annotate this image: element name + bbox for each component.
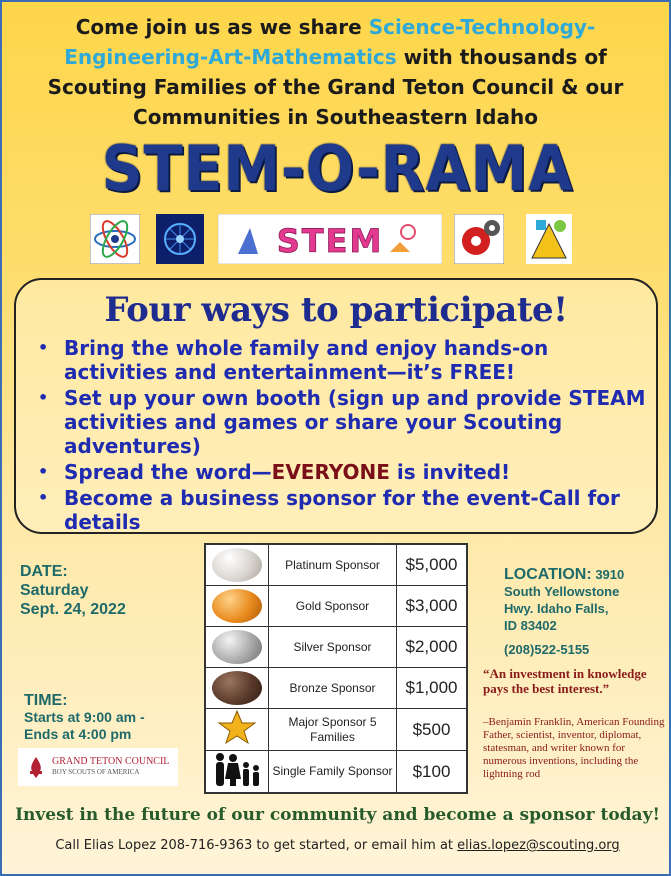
date-value: Sept. 24, 2022: [20, 601, 126, 618]
council-name: GRAND TETON COUNCIL: [52, 756, 170, 767]
art-math-icon: [526, 214, 572, 264]
table-row: [205, 627, 467, 668]
time-block: [24, 692, 145, 743]
table-row: [205, 668, 467, 709]
quote-text: “An investment in knowledge pays the best interest.”: [483, 666, 647, 696]
stem-banner-text: STEM: [276, 222, 384, 260]
fleur-de-lis-icon: [26, 755, 46, 779]
family-icon: [211, 751, 263, 787]
time-label: TIME:: [24, 692, 68, 709]
sponsor-amount: $3,000: [397, 586, 468, 627]
invest-tagline: Invest in the future of our community and become a sponsor today!: [15, 805, 660, 825]
circuit-brain-icon: [156, 214, 204, 264]
quote-attribution: –Benjamin Franklin, American Founding Father, scientist, inventor, diplomat, statesman, and writer known for numerous inventions, including the lightning rod: [483, 716, 665, 780]
sponsor-name: Silver Sponsor: [269, 627, 397, 668]
participate-heading: Four ways to participate!: [104, 290, 568, 330]
bronze-egg-icon: [212, 671, 262, 705]
sponsor-amount: $2,000: [397, 627, 468, 668]
contact-text: Call Elias Lopez 208-716-9363 to get started, or email him at: [55, 838, 458, 853]
star-icon: [217, 709, 257, 745]
table-row: [205, 751, 467, 794]
platinum-egg-icon: [212, 548, 262, 582]
list-item: • Bring the whole family and enjoy hands-on activities and entertainment—it’s FREE!: [64, 336, 656, 384]
council-sub: BOY SCOUTS OF AMERICA: [52, 768, 140, 776]
contact-email-link[interactable]: elias.lopez@scouting.org: [457, 838, 620, 853]
sponsor-name: Platinum Sponsor: [269, 544, 397, 586]
council-logo: [18, 748, 178, 786]
sponsor-amount: $5,000: [397, 544, 468, 586]
intro-text: [22, 12, 649, 132]
sponsor-amount: $500: [397, 709, 468, 751]
intro-part2: with thousands of Scouting Families of the Grand Teton Council & our Communities in Southeastern Idaho: [47, 45, 624, 129]
stem-banner-image: [218, 214, 442, 264]
location-line1: 3910: [595, 567, 625, 582]
table-row: [205, 586, 467, 627]
participate-box: [14, 278, 658, 534]
location-label: LOCATION:: [504, 566, 592, 583]
sponsor-name: Major Sponsor 5 Families: [269, 709, 397, 751]
list-item: • Spread the word—EVERYONE is invited!: [64, 460, 656, 484]
sponsor-name: Single Family Sponsor: [269, 751, 397, 794]
gold-egg-icon: [212, 589, 262, 623]
location-line3: Hwy. Idaho Falls,: [504, 601, 609, 616]
table-row: [205, 544, 467, 586]
sponsor-amount: $1,000: [397, 668, 468, 709]
location-line4: ID 83402: [504, 618, 557, 633]
sponsor-name: Bronze Sponsor: [269, 668, 397, 709]
table-row: [205, 709, 467, 751]
atom-icon: [90, 214, 140, 264]
list-item: • Become a business sponsor for the event-Call for details: [64, 486, 656, 534]
date-label: DATE:: [20, 563, 68, 580]
list-item: • Set up your own booth (sign up and provide STEAM activities and games or share your Scouting adventures): [64, 386, 656, 458]
sponsor-amount: $100: [397, 751, 468, 794]
sponsor-name: Gold Sponsor: [269, 586, 397, 627]
location-block: [504, 566, 664, 634]
time-end: Ends at 4:00 pm: [24, 726, 132, 742]
participate-list: [16, 336, 656, 534]
event-title: STEM-O-RAMA: [101, 132, 574, 205]
silver-egg-icon: [212, 630, 262, 664]
time-start: Starts at 9:00 am -: [24, 709, 145, 725]
date-block: [20, 562, 126, 619]
stem-icons-row: [2, 212, 671, 267]
intro-part1: Come join us as we share: [75, 15, 369, 39]
date-day: Saturday: [20, 582, 89, 599]
location-phone: (208)522-5155: [504, 642, 590, 657]
gears-icon: [454, 214, 504, 264]
contact-line: [2, 838, 671, 853]
intro-highlight: Science-Technology-Engineering-Art-Mathematics: [64, 15, 596, 69]
location-line2: South Yellowstone: [504, 584, 620, 599]
sponsor-table: [204, 543, 468, 794]
everyone-highlight: EVERYONE: [271, 460, 390, 484]
